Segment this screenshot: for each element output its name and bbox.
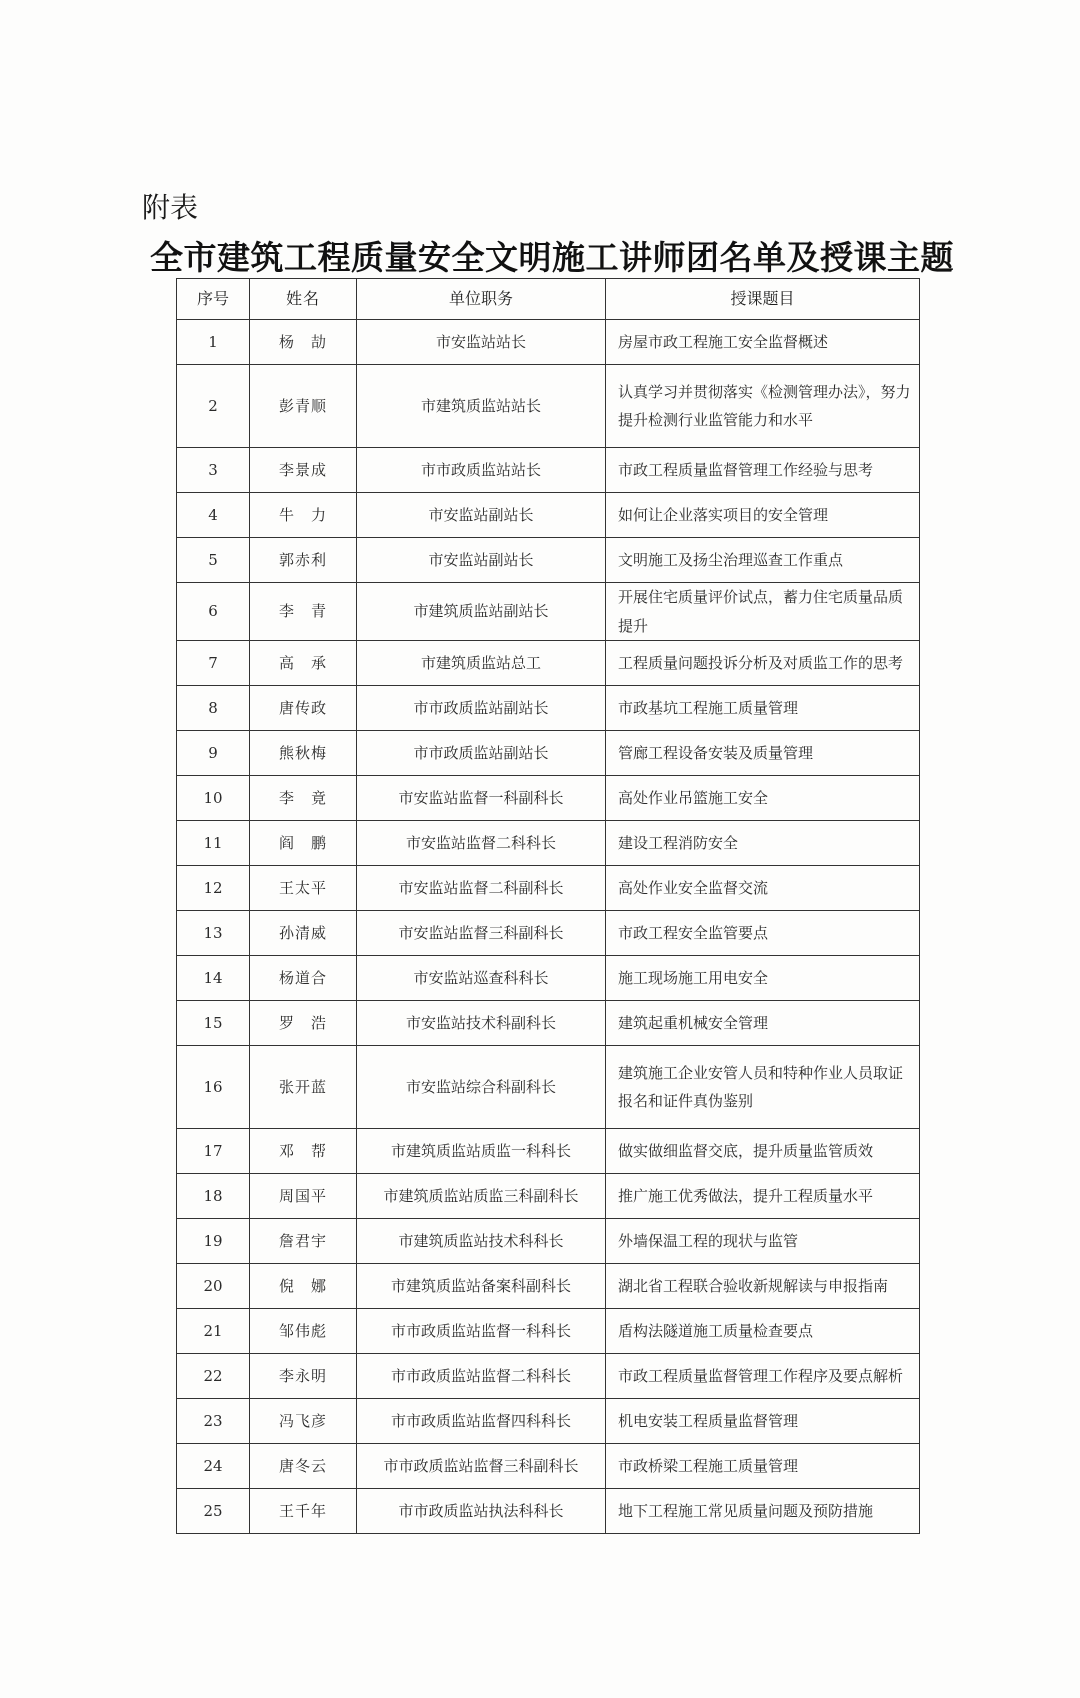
table-row [177, 686, 920, 731]
row-number: 12 [177, 866, 250, 911]
table-row [177, 493, 920, 538]
row-name: 詹君宇 [250, 1219, 357, 1264]
row-position: 市安监站监督二科科长 [357, 821, 606, 866]
row-number: 9 [177, 731, 250, 776]
column-header-number: 序号 [177, 279, 250, 320]
table-row [177, 866, 920, 911]
column-header-position: 单位职务 [357, 279, 606, 320]
row-position: 市市政质监站副站长 [357, 686, 606, 731]
row-position: 市市政质监站站长 [357, 448, 606, 493]
table-body [177, 320, 920, 1534]
row-number: 13 [177, 911, 250, 956]
table-row [177, 1046, 920, 1129]
row-topic: 推广施工优秀做法，提升工程质量水平 [606, 1174, 920, 1219]
table-row [177, 1309, 920, 1354]
row-number: 20 [177, 1264, 250, 1309]
row-name: 唐冬云 [250, 1444, 357, 1489]
row-position: 市市政质监站监督二科科长 [357, 1354, 606, 1399]
row-number: 11 [177, 821, 250, 866]
table-row [177, 1001, 920, 1046]
table-row [177, 1444, 920, 1489]
row-number: 7 [177, 641, 250, 686]
row-topic: 如何让企业落实项目的安全管理 [606, 493, 920, 538]
table-row [177, 1489, 920, 1534]
row-topic: 市政工程质量监督管理工作经验与思考 [606, 448, 920, 493]
row-number: 24 [177, 1444, 250, 1489]
table-row [177, 1264, 920, 1309]
row-position: 市市政质监站监督四科科长 [357, 1399, 606, 1444]
row-topic: 市政工程质量监督管理工作程序及要点解析 [606, 1354, 920, 1399]
table-row [177, 1174, 920, 1219]
row-position: 市安监站站长 [357, 320, 606, 365]
row-position: 市建筑质监站总工 [357, 641, 606, 686]
row-topic: 建筑起重机械安全管理 [606, 1001, 920, 1046]
row-name: 倪 娜 [250, 1264, 357, 1309]
table-row [177, 1219, 920, 1264]
row-name: 熊秋梅 [250, 731, 357, 776]
row-number: 6 [177, 583, 250, 641]
lecturer-table [176, 278, 920, 1534]
table-row [177, 448, 920, 493]
row-topic: 高处作业吊篮施工安全 [606, 776, 920, 821]
row-name: 杨 劼 [250, 320, 357, 365]
row-name: 唐传政 [250, 686, 357, 731]
row-position: 市安监站巡查科科长 [357, 956, 606, 1001]
table-row [177, 320, 920, 365]
table-row [177, 583, 920, 641]
row-name: 邓 帮 [250, 1129, 357, 1174]
row-topic: 文明施工及扬尘治理巡查工作重点 [606, 538, 920, 583]
table-row [177, 641, 920, 686]
row-name: 李景成 [250, 448, 357, 493]
row-topic: 认真学习并贯彻落实《检测管理办法》，努力提升检测行业监管能力和水平 [606, 365, 920, 448]
row-number: 21 [177, 1309, 250, 1354]
row-position: 市市政质监站执法科科长 [357, 1489, 606, 1534]
row-name: 高 承 [250, 641, 357, 686]
column-header-name: 姓名 [250, 279, 357, 320]
row-topic: 开展住宅质量评价试点，蓄力住宅质量品质提升 [606, 583, 920, 641]
row-topic: 工程质量问题投诉分析及对质监工作的思考 [606, 641, 920, 686]
row-position: 市安监站监督一科副科长 [357, 776, 606, 821]
row-name: 李 青 [250, 583, 357, 641]
row-name: 邹伟彪 [250, 1309, 357, 1354]
row-position: 市建筑质监站质监一科科长 [357, 1129, 606, 1174]
table-row [177, 1129, 920, 1174]
row-number: 17 [177, 1129, 250, 1174]
row-topic: 做实做细监督交底，提升质量监管质效 [606, 1129, 920, 1174]
row-name: 冯飞彦 [250, 1399, 357, 1444]
row-topic: 盾构法隧道施工质量检查要点 [606, 1309, 920, 1354]
row-name: 王太平 [250, 866, 357, 911]
table-row [177, 1354, 920, 1399]
row-number: 1 [177, 320, 250, 365]
row-name: 张开蓝 [250, 1046, 357, 1129]
row-position: 市建筑质监站副站长 [357, 583, 606, 641]
row-name: 杨道合 [250, 956, 357, 1001]
row-position: 市安监站监督三科副科长 [357, 911, 606, 956]
row-position: 市建筑质监站技术科科长 [357, 1219, 606, 1264]
row-name: 李 竟 [250, 776, 357, 821]
row-number: 15 [177, 1001, 250, 1046]
row-number: 2 [177, 365, 250, 448]
row-name: 孙清威 [250, 911, 357, 956]
row-topic: 湖北省工程联合验收新规解读与申报指南 [606, 1264, 920, 1309]
row-number: 25 [177, 1489, 250, 1534]
row-number: 3 [177, 448, 250, 493]
table-row [177, 911, 920, 956]
row-name: 李永明 [250, 1354, 357, 1399]
document-title: 全市建筑工程质量安全文明施工讲师团名单及授课主题 [150, 238, 954, 277]
row-number: 19 [177, 1219, 250, 1264]
row-number: 18 [177, 1174, 250, 1219]
row-topic: 市政桥梁工程施工质量管理 [606, 1444, 920, 1489]
row-topic: 管廊工程设备安装及质量管理 [606, 731, 920, 776]
row-position: 市安监站监督二科副科长 [357, 866, 606, 911]
row-name: 罗 浩 [250, 1001, 357, 1046]
table-row [177, 821, 920, 866]
row-position: 市安监站技术科副科长 [357, 1001, 606, 1046]
row-topic: 外墙保温工程的现状与监管 [606, 1219, 920, 1264]
row-position: 市安监站副站长 [357, 493, 606, 538]
table-header-row [177, 279, 920, 320]
row-name: 郭赤利 [250, 538, 357, 583]
row-topic: 施工现场施工用电安全 [606, 956, 920, 1001]
row-topic: 机电安装工程质量监督管理 [606, 1399, 920, 1444]
row-position: 市安监站副站长 [357, 538, 606, 583]
row-number: 16 [177, 1046, 250, 1129]
row-number: 5 [177, 538, 250, 583]
row-number: 8 [177, 686, 250, 731]
table-row [177, 365, 920, 448]
row-topic: 房屋市政工程施工安全监督概述 [606, 320, 920, 365]
column-header-topic: 授课题目 [606, 279, 920, 320]
table-row [177, 956, 920, 1001]
attachment-label: 附表 [142, 191, 199, 224]
row-name: 周国平 [250, 1174, 357, 1219]
row-number: 4 [177, 493, 250, 538]
row-number: 22 [177, 1354, 250, 1399]
row-position: 市市政质监站监督一科科长 [357, 1309, 606, 1354]
row-number: 14 [177, 956, 250, 1001]
row-position: 市安监站综合科副科长 [357, 1046, 606, 1129]
row-topic: 建设工程消防安全 [606, 821, 920, 866]
table-row [177, 776, 920, 821]
row-name: 阎 鹏 [250, 821, 357, 866]
row-name: 彭青顺 [250, 365, 357, 448]
row-position: 市建筑质监站站长 [357, 365, 606, 448]
row-number: 10 [177, 776, 250, 821]
row-position: 市建筑质监站备案科副科长 [357, 1264, 606, 1309]
table-row [177, 731, 920, 776]
table-row [177, 1399, 920, 1444]
row-name: 牛 力 [250, 493, 357, 538]
row-topic: 市政工程安全监管要点 [606, 911, 920, 956]
row-position: 市市政质监站监督三科副科长 [357, 1444, 606, 1489]
table-row [177, 538, 920, 583]
row-topic: 地下工程施工常见质量问题及预防措施 [606, 1489, 920, 1534]
row-topic: 高处作业安全监督交流 [606, 866, 920, 911]
row-number: 23 [177, 1399, 250, 1444]
row-position: 市建筑质监站质监三科副科长 [357, 1174, 606, 1219]
row-topic: 建筑施工企业安管人员和特种作业人员取证报名和证件真伪鉴别 [606, 1046, 920, 1129]
row-topic: 市政基坑工程施工质量管理 [606, 686, 920, 731]
row-name: 王千年 [250, 1489, 357, 1534]
row-position: 市市政质监站副站长 [357, 731, 606, 776]
